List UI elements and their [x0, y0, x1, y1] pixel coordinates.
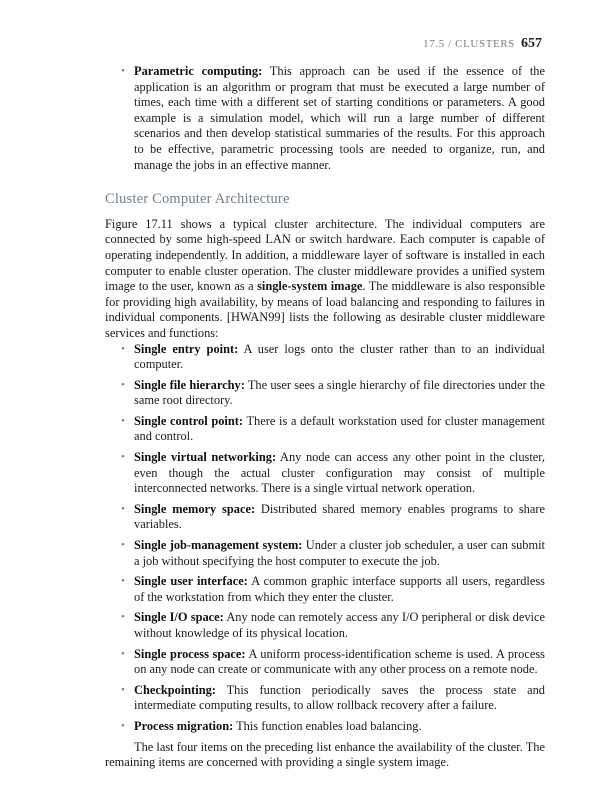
- bullet-icon: •: [121, 502, 125, 515]
- bullet-text: This function enables load balancing.: [233, 718, 422, 733]
- list-item: [105, 342, 545, 373]
- bullet-icon: •: [121, 539, 125, 552]
- bullet-text: This approach can be used if the essence of the application is an algorithm or program that must be executed a large number of times, each time with a different set of starting conditions or parameters. A good example is a simulation model, which will run a large number of different scenarios and then develop statistical summaries of the results. For this approach to be effective, parametric processing tools are needed to organize, run, and manage the jobs in an effective manner.: [134, 64, 545, 172]
- bullet-icon: •: [121, 65, 125, 77]
- bullet-item-parametric-computing: [105, 64, 545, 173]
- bullet-term: Single control point:: [134, 413, 244, 428]
- list-item: [105, 502, 545, 533]
- bullet-icon: •: [121, 683, 125, 696]
- intro-bullet-list: [105, 64, 545, 173]
- paragraph-term: single-system image: [257, 279, 363, 294]
- bullet-term: Checkpointing:: [134, 682, 216, 697]
- list-item: [105, 610, 545, 641]
- bullet-term: Single process space:: [134, 646, 246, 661]
- bullet-text: Under a cluster job scheduler, a user can submit a job without specifying the host computer to execute the job.: [134, 538, 545, 568]
- bullet-term: Single virtual networking:: [134, 450, 277, 465]
- bullet-term: Single job-management system:: [134, 538, 303, 553]
- bullet-icon: •: [121, 647, 125, 660]
- bullet-text: A uniform process-identification scheme is used. A process on any node can create or communicate with any other process on a remote node.: [134, 646, 545, 677]
- bullet-icon: •: [121, 378, 125, 391]
- bullet-text: A common graphic interface supports all users, regardless of the workstation from which they enter the cluster.: [134, 574, 545, 604]
- page-number: 657: [521, 36, 542, 51]
- bullet-text: Distributed shared memory enables programs to share variables.: [134, 501, 545, 532]
- list-item: [105, 719, 545, 735]
- list-item: [105, 647, 545, 678]
- bullet-icon: •: [121, 451, 125, 464]
- bullet-text: The user sees a single hierarchy of file directories under the same root directory.: [134, 377, 545, 408]
- bullet-term: Single I/O space:: [134, 610, 224, 625]
- bullet-term: Single memory space:: [134, 501, 256, 516]
- paragraph-text-2: . The middleware is also responsible for providing high availability, by means of load balancing and responding to failures in individual components. [HWAN99] lists the following as desirable cluster middleware services and functions:: [105, 279, 545, 340]
- bullet-text: There is a default workstation used for cluster management and control.: [134, 413, 545, 444]
- running-head-section: 17.5 / CLUSTERS: [423, 38, 515, 50]
- bullet-icon: •: [121, 719, 125, 732]
- bullet-icon: •: [121, 342, 125, 355]
- section-heading: Cluster Computer Architecture: [105, 191, 290, 208]
- closing-paragraph: The last four items on the preceding list enhance the availability of the cluster. The remaining items are concerned with providing a single system image.: [105, 739, 545, 770]
- page-body: [105, 64, 545, 771]
- list-item: [105, 450, 545, 497]
- bullet-term: Single file hierarchy:: [134, 377, 245, 392]
- list-item: [105, 574, 545, 605]
- list-item: [105, 538, 545, 569]
- list-item: [105, 378, 545, 409]
- bullet-text: Any node can access any other point in the cluster, even though the actual cluster configuration may consist of multiple interconnected networks. There is a single virtual network operation.: [134, 450, 546, 496]
- bullet-term: Process migration:: [134, 718, 234, 733]
- middleware-services-list: [105, 342, 545, 735]
- bullet-icon: •: [121, 611, 125, 624]
- bullet-term: Single user interface:: [134, 574, 248, 589]
- section-paragraph: [105, 217, 545, 342]
- list-item: [105, 683, 545, 714]
- bullet-text: Any node can remotely access any I/O peripheral or disk device without knowledge of its physical location.: [134, 610, 545, 640]
- bullet-term: Parametric computing:: [134, 64, 263, 78]
- bullet-text: This function periodically saves the process state and intermediate computing results, to allow rollback recovery after a failure.: [134, 682, 545, 713]
- list-item: [105, 414, 545, 445]
- bullet-icon: •: [121, 575, 125, 588]
- bullet-icon: •: [121, 414, 125, 427]
- paragraph-text-1: Figure 17.11 shows a typical cluster architecture. The individual computers are connected by some high-speed LAN or switch hardware. Each computer is capable of operating independently. In addition, a middleware layer of software is installed in each computer to enable cluster operation. The cluster middleware provides a unified system image to the user, known as a: [105, 216, 545, 294]
- running-head: [423, 36, 542, 52]
- bullet-text: A user logs onto the cluster rather than to an individual computer.: [134, 341, 545, 372]
- bullet-term: Single entry point:: [134, 341, 239, 356]
